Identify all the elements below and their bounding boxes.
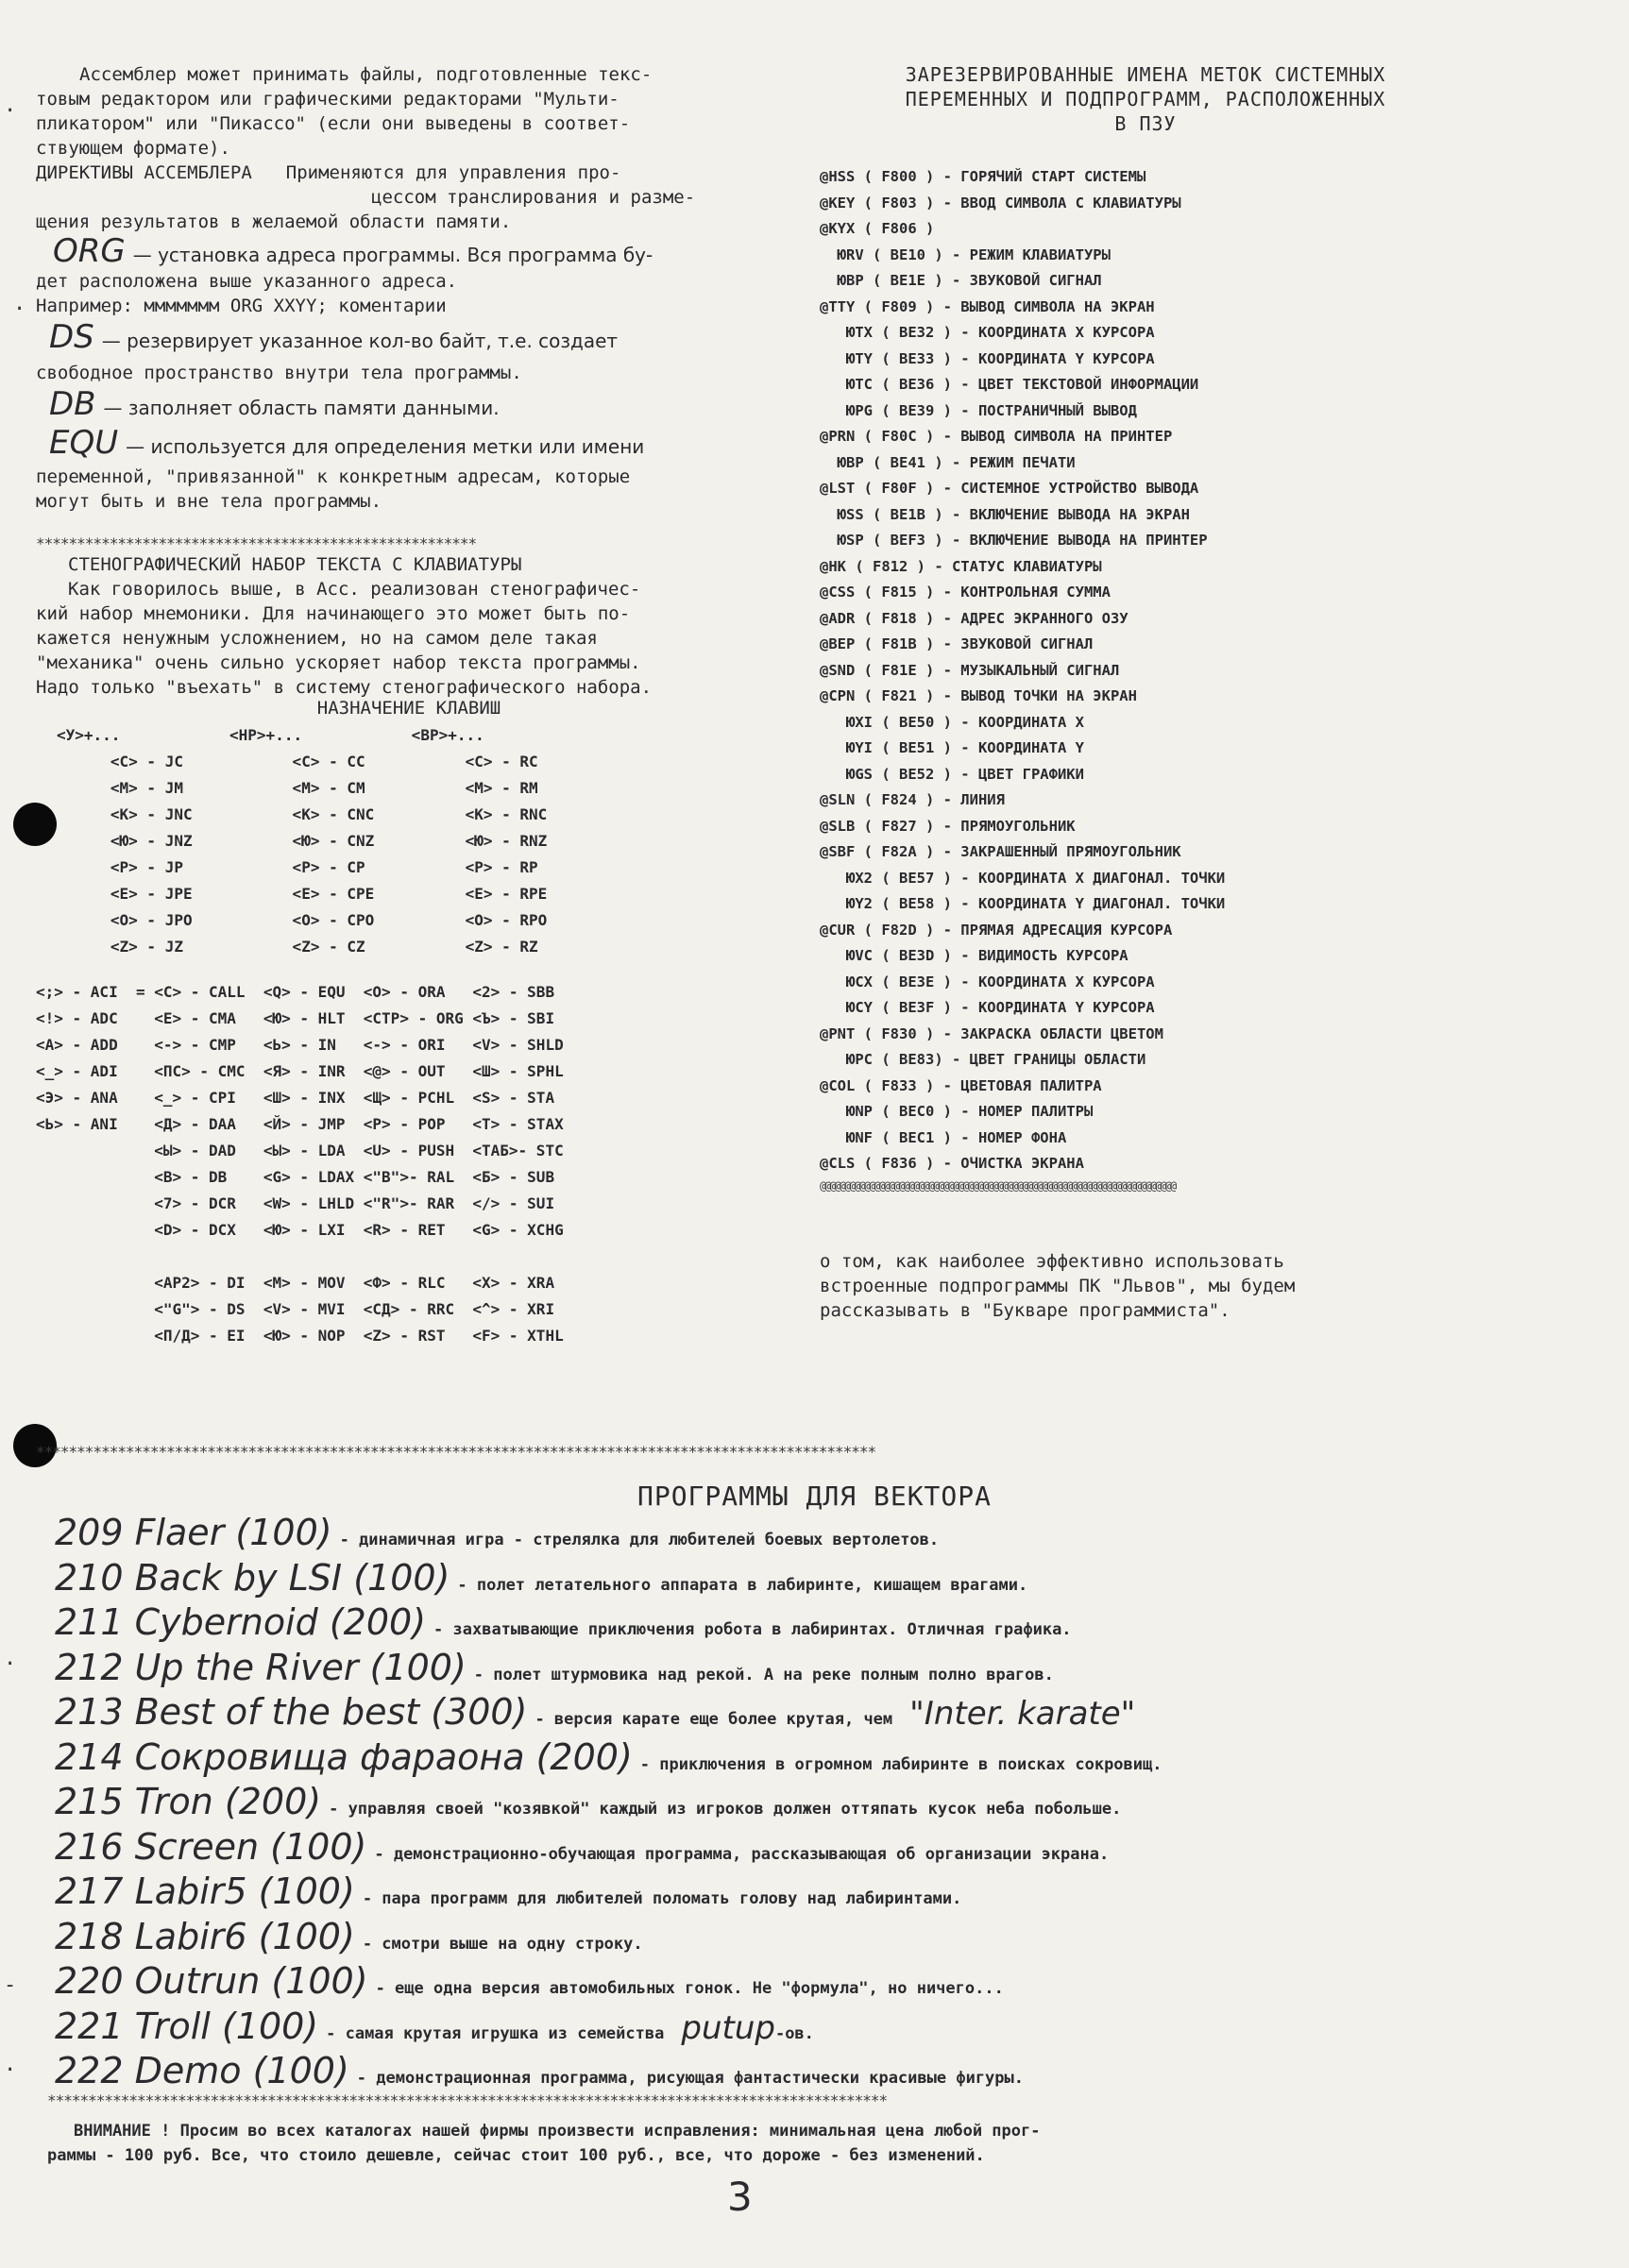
margin-mark: ·: [13, 297, 26, 321]
directive-ds-desc: — резервирует указанное кол-во байт, т.е. создает: [101, 330, 619, 352]
reserved-title: [820, 62, 1471, 136]
reserved-item: @ADR ( F818 ) - АДРЕС ЭКРАННОГО ОЗУ: [820, 609, 1128, 627]
program-inline-name: "Inter. karate": [909, 1695, 1136, 1733]
directive-org-desc: — установка адреса программы. Вся программа бу-: [132, 244, 653, 266]
directive-db: [36, 385, 782, 423]
directives-heading: ДИРЕКТИВЫ АССЕМБЛЕРА: [36, 162, 252, 183]
reserved-title-line: В ПЗУ: [1114, 112, 1177, 135]
program-number-title: 218 Labir6 (100): [55, 1915, 355, 1957]
program-row: [55, 1780, 1566, 1825]
directive-equ: [36, 424, 782, 462]
intro-line: ствующем формате).: [36, 138, 230, 159]
reserved-item: @CUR ( F82D ) - ПРЯМАЯ АДРЕСАЦИЯ КУРСОРА: [820, 921, 1173, 939]
program-description: - самая крутая игрушка из семейства: [326, 2023, 665, 2043]
programs-list: [55, 1511, 1566, 2094]
reserved-item: ЮNF ( BEC1 ) - НОМЕР ФОНА: [820, 1128, 1067, 1146]
steno-line: Надо только "въехать" в систему стенографического набора.: [36, 677, 653, 698]
reserved-item: @BEP ( F81B ) - ЗВУКОВОЙ СИГНАЛ: [820, 635, 1094, 652]
directive-equ-desc: могут быть и вне тела программы.: [36, 491, 382, 512]
program-row: [55, 1600, 1566, 1646]
keys-row: <"G"> - DS <V> - MVI <СД> - RRC <^> - XRI: [36, 1300, 555, 1318]
intro-line: товым редактором или графическими редакторами "Мульти-: [36, 89, 619, 110]
steno-line: "механика" очень сильно ускоряет набор текста программы.: [36, 652, 641, 673]
reserved-item: @TTY ( F809 ) - ВЫВОД СИМВОЛА НА ЭКРАН: [820, 297, 1155, 315]
steno-title: СТЕНОГРАФИЧЕСКИЙ НАБОР ТЕКСТА С КЛАВИАТУРЫ: [68, 554, 522, 575]
keys-row: <Е> - JPE <Е> - CPE <Е> - RPE: [83, 885, 548, 903]
program-number-title: 217 Labir5 (100): [55, 1870, 355, 1912]
directive-ds-name: DS: [49, 318, 94, 356]
keys-single-table: [36, 979, 782, 1349]
keys-group-table: [36, 722, 782, 960]
directive-db-desc: — заполняет область памяти данными.: [103, 397, 500, 419]
reserved-item: ЮPG ( BE39 ) - ПОСТРАНИЧНЫЙ ВЫВОД: [820, 401, 1137, 419]
keys-row: <Э> - ANA <_> - CPI <Ш> - INX <Щ> - PCHL <S> - STA: [36, 1089, 555, 1107]
keys-row: <С> - JC <С> - CC <С> - RC: [83, 753, 538, 770]
program-description: - захватывающие приключения робота в лабиринтах. Отличная графика.: [433, 1620, 1072, 1639]
reserved-item: ЮSP ( BEF3 ) - ВКЛЮЧЕНИЕ ВЫВОДА НА ПРИНТЕР: [820, 532, 1208, 549]
program-description: - полет штурмовика над рекой. А на реке полным полно врагов.: [473, 1665, 1054, 1684]
program-description: - управляя своей "козявкой" каждый из игроков должен оттяпать кусок неба побольше.: [329, 1800, 1122, 1819]
reserved-item: ЮXI ( BE50 ) - КООРДИНАТА Х: [820, 713, 1084, 731]
directive-org-name: ORG: [53, 232, 126, 270]
keys-row: <7> - DCR <W> - LHLD <"R">- RAR </> - SUI: [36, 1194, 555, 1212]
program-description-tail: -ов.: [774, 2023, 814, 2043]
program-row: [55, 1690, 1566, 1735]
programs-title-wrap: [0, 1481, 1629, 1512]
right-column: [820, 62, 1471, 1323]
program-number-title: 215 Tron (200): [55, 1781, 322, 1822]
program-number-title: 209 Flaer (100): [55, 1512, 332, 1553]
directive-ds: [36, 318, 782, 356]
program-row: [55, 1646, 1566, 1691]
program-row: [55, 1511, 1566, 1556]
page-number: 3: [727, 2174, 753, 2220]
programs-title: ПРОГРАММЫ ДЛЯ ВЕКТОРА: [636, 1481, 992, 1512]
directive-db-name: DB: [49, 385, 96, 423]
program-row: [55, 2049, 1566, 2094]
notice-line: ВНИМАНИЕ ! Просим во всех каталогах нашей фирмы произвести исправления: минимальная цена любой прог-: [74, 2122, 1041, 2141]
keys-row: <П/Д> - EI <Ю> - NOP <Z> - RST <F> - XTHL: [36, 1327, 564, 1345]
reserved-item: ЮBP ( BE41 ) - РЕЖИМ ПЕЧАТИ: [820, 453, 1076, 471]
intro-line: Ассемблер может принимать файлы, подготовленные текс-: [79, 64, 653, 85]
program-row: [55, 1959, 1566, 2005]
reserved-item: @PRN ( F80C ) - ВЫВОД СИМВОЛА НА ПРИНТЕР: [820, 428, 1173, 445]
program-row: [55, 2005, 1566, 2050]
steno-line: кий набор мнемоники. Для начинающего это может быть по-: [36, 603, 631, 624]
keys-row: <М> - JM <М> - CM <М> - RM: [83, 779, 538, 797]
steno-line: Как говорилось выше, в Асс. реализован стенографичес-: [68, 579, 641, 600]
reserved-item: ЮYI ( BE51 ) - КООРДИНАТА Y: [820, 739, 1084, 756]
program-number-title: 210 Back by LSI (100): [55, 1556, 450, 1599]
keys-row: <В> - DB <G> - LDAX <"В">- RAL <Б> - SUB: [36, 1168, 555, 1186]
keys-row: <Р> - JP <Р> - CP <Р> - RP: [83, 858, 538, 876]
reserved-item: @SND ( F81E ) - МУЗЫКАЛЬНЫЙ СИГНАЛ: [820, 661, 1120, 679]
keys-row: <!> - ADC <E> - CMA <Ю> - HLT <СТР> - ORG <Ъ> - SBI: [36, 1009, 555, 1027]
notice: [47, 2119, 1520, 2168]
program-number-title: 221 Troll (100): [55, 2005, 319, 2047]
program-row: [55, 1870, 1566, 1915]
reserved-title-line: ЗАРЕЗЕРВИРОВАННЫЕ ИМЕНА МЕТОК СИСТЕМНЫХ: [905, 63, 1386, 86]
program-description: - пара программ для любителей поломать голову над лабиринтами.: [362, 1889, 962, 1908]
reserved-item: @SLN ( F824 ) - ЛИНИЯ: [820, 791, 1005, 808]
reserved-item: ЮTC ( BE36 ) - ЦВЕТ ТЕКСТОВОЙ ИНФОРМАЦИИ: [820, 376, 1199, 393]
program-description: - версия карате еще более крутая, чем: [535, 1710, 893, 1729]
program-number-title: 213 Best of the best (300): [55, 1691, 528, 1733]
reserved-item: @LST ( F80F ) - СИСТЕМНОЕ УСТРОЙСТВО ВЫВОДА: [820, 480, 1199, 497]
program-inline-name: putup: [681, 2008, 775, 2047]
program-number-title: 211 Cybernoid (200): [55, 1601, 427, 1643]
reserved-item: ЮVC ( BE3D ) - ВИДИМОСТЬ КУРСОРА: [820, 947, 1128, 964]
reserved-item: @CPN ( F821 ) - ВЫВОД ТОЧКИ НА ЭКРАН: [820, 687, 1137, 704]
keys-row: <Z> - JZ <Z> - CZ <Z> - RZ: [83, 938, 538, 956]
directives-heading-desc: щения результатов в желаемой области памяти.: [36, 212, 512, 232]
reserved-item: @KEY ( F803 ) - ВВОД СИМВОЛА С КЛАВИАТУРЫ: [820, 194, 1181, 212]
reserved-item: ЮBP ( BE1E ) - ЗВУКОВОЙ СИГНАЛ: [820, 272, 1102, 289]
program-description: - приключения в огромном лабиринте в поисках сокровищ.: [639, 1754, 1162, 1774]
reserved-item: ЮCY ( BE3F ) - КООРДИНАТА Y КУРСОРА: [820, 999, 1155, 1016]
notice-line: раммы - 100 руб. Все, что стоило дешевле, сейчас стоит 100 руб., все, что дороже - без изменений.: [47, 2146, 985, 2165]
margin-mark: -: [4, 1973, 17, 1997]
steno-line: кажется ненужным усложнением, но на самом деле такая: [36, 628, 598, 649]
reserved-item: @CLS ( F836 ) - ОЧИСТКА ЭКРАНА: [820, 1155, 1084, 1172]
reserved-item: @COL ( F833 ) - ЦВЕТОВАЯ ПАЛИТРА: [820, 1076, 1102, 1094]
directives-heading-desc: Применяются для управления про-: [285, 162, 621, 183]
separator-stars: ******************************************************: [36, 534, 477, 552]
reserved-footer-line: рассказывать в "Букваре программиста".: [820, 1299, 1230, 1321]
reserved-item: ЮSS ( BE1B ) - ВКЛЮЧЕНИЕ ВЫВОДА НА ЭКРАН: [820, 505, 1190, 523]
keys-row: <_> - ADI <ПС> - CMC <Я> - INR <@> - OUT <Ш> - SPHL: [36, 1062, 564, 1080]
steno-section: [36, 534, 782, 1349]
keys-row: <О> - JPO <О> - CPO <О> - RPO: [83, 911, 548, 929]
reserved-item: ЮRV ( BE10 ) - РЕЖИМ КЛАВИАТУРЫ: [820, 245, 1111, 263]
reserved-underline: @@@@@@@@@@@@@@@@@@@@@@@@@@@@@@@@@@@@@@@@@@@@@@@@@@@@@@@@@@@@@@@@@@@@@@@@: [820, 1178, 1176, 1193]
program-description: - смотри выше на одну строку.: [362, 1934, 643, 1954]
keys-row: <D> - DCX <Ю> - LXI <R> - RET <G> - XCHG: [36, 1221, 564, 1239]
reserved-title-line: ПЕРЕМЕННЫХ И ПОДПРОГРАММ, РАСПОЛОЖЕННЫХ: [905, 88, 1386, 110]
reserved-item: @HK ( F812 ) - СТАТУС КЛАВИАТУРЫ: [820, 557, 1102, 575]
directive-org: [36, 232, 782, 270]
directive-equ-desc: переменной, "привязанной" к конкретным адресам, которые: [36, 466, 631, 487]
intro-line: пликатором" или "Пикассо" (если они выведены в соответ-: [36, 113, 631, 134]
directives-heading-desc: цессом транслирования и разме-: [371, 187, 696, 208]
reserved-item: @KYX ( F806 ): [820, 220, 935, 237]
margin-mark: ·: [4, 99, 17, 123]
directive-equ-desc: — используется для определения метки или имени: [126, 435, 645, 458]
directive-equ-name: EQU: [49, 424, 119, 462]
reserved-item: ЮGS ( BE52 ) - ЦВЕТ ГРАФИКИ: [820, 765, 1084, 783]
directive-org-desc: дет расположена выше указанного адреса.: [36, 271, 458, 292]
program-number-title: 222 Demo (100): [55, 2050, 349, 2091]
keys-row: [36, 1244, 782, 1270]
program-row: [55, 1915, 1566, 1960]
keys-row: <Ю> - JNZ <Ю> - CNZ <Ю> - RNZ: [83, 832, 548, 850]
reserved-footer-line: встроенные подпрограммы ПК "Львов", мы будем: [820, 1275, 1296, 1296]
margin-mark: ·: [4, 2058, 17, 2082]
reserved-item: @PNT ( F830 ) - ЗАКРАСКА ОБЛАСТИ ЦВЕТОМ: [820, 1024, 1163, 1042]
reserved-footer-line: о том, как наиболее эффективно использовать: [820, 1250, 1284, 1272]
reserved-item: @SBF ( F82A ) - ЗАКРАШЕННЫЙ ПРЯМОУГОЛЬНИК: [820, 843, 1181, 860]
program-description: - еще одна версия автомобильных гонок. Не "формула", но ничего...: [375, 1979, 1004, 1998]
keys-row: <К> - JNC <К> - CNC <К> - RNC: [83, 805, 548, 823]
program-description: - полет летательного аппарата в лабиринте, кишащем врагами.: [457, 1575, 1028, 1595]
reserved-item: @CSS ( F815 ) - КОНТРОЛЬНАЯ СУММА: [820, 584, 1111, 601]
program-row: [55, 1556, 1566, 1601]
reserved-item: @HSS ( F800 ) - ГОРЯЧИЙ СТАРТ СИСТЕМЫ: [820, 168, 1146, 185]
keys-row: <АР2> - DI <M> - MOV <Ф> - RLC <X> - XRA: [36, 1274, 555, 1292]
directive-org-example: Например: ммммммм ORG XXYY; коментарии: [36, 296, 447, 316]
keys-row: <А> - ADD <-> - CMP <Ь> - IN <-> - ORI <V> - SHLD: [36, 1036, 564, 1054]
reserved-item: ЮTX ( BE32 ) - КООРДИНАТА Х КУРСОРА: [820, 324, 1155, 341]
keys-row: <Ь> - ANI <Д> - DAA <Й> - JMP <Р> - POP <Т> - STAX: [36, 1115, 564, 1133]
left-column: [36, 62, 782, 1349]
program-number-title: 212 Up the River (100): [55, 1646, 467, 1688]
reserved-item: ЮNP ( BEC0 ) - НОМЕР ПАЛИТРЫ: [820, 1103, 1094, 1120]
margin-mark: ·: [4, 1652, 17, 1676]
reserved-item: ЮX2 ( BE57 ) - КООРДИНАТА Х ДИАГОНАЛ. ТОЧКИ: [820, 869, 1226, 887]
keys-row: <;> - ACI = <C> - CALL <Q> - EQU <O> - ORA <2> - SBB: [36, 983, 555, 1001]
directive-ds-desc: свободное пространство внутри тела программы.: [36, 363, 522, 383]
reserved-item: ЮPC ( BE83) - ЦВЕТ ГРАНИЦЫ ОБЛАСТИ: [820, 1051, 1146, 1068]
program-row: [55, 1735, 1566, 1781]
keys-title: НАЗНАЧЕНИЕ КЛАВИШ: [316, 698, 501, 719]
keys-row: <Ы> - DAD <Ы> - LDA <U> - PUSH <ТАБ>- STC: [36, 1142, 564, 1159]
reserved-item: @SLB ( F827 ) - ПРЯМОУГОЛЬНИК: [820, 817, 1076, 835]
program-description: - демонстрационная программа, рисующая фантастически красивые фигуры.: [356, 2069, 1024, 2088]
keys-row: <У>+... <НР>+... <ВР>+...: [57, 726, 484, 744]
reserved-item: ЮTY ( BE33 ) - КООРДИНАТА Y КУРСОРА: [820, 349, 1155, 367]
program-number-title: 216 Screen (100): [55, 1825, 367, 1868]
reserved-footer: [820, 1249, 1471, 1323]
reserved-item: ЮCX ( BE3E ) - КООРДИНАТА Х КУРСОРА: [820, 973, 1155, 990]
program-description: - демонстрационно-обучающая программа, рассказывающая об организации экрана.: [374, 1844, 1110, 1864]
intro-text: [36, 62, 782, 161]
directives-section: [36, 161, 782, 514]
reserved-item: ЮY2 ( BE58 ) - КООРДИНАТА Y ДИАГОНАЛ. ТОЧКИ: [820, 895, 1226, 912]
separator-stars: *******************************************************************************************************: [47, 2091, 888, 2109]
reserved-list: [820, 164, 1471, 1177]
program-description: - динамичная игра - стрелялка для любителей боевых вертолетов.: [339, 1531, 940, 1549]
program-row: [55, 1825, 1566, 1870]
program-number-title: 220 Outrun (100): [55, 1960, 368, 2002]
program-number-title: 214 Сокровища фараона (200): [55, 1735, 633, 1778]
separator-stars: *******************************************************************************************************: [36, 1443, 876, 1461]
